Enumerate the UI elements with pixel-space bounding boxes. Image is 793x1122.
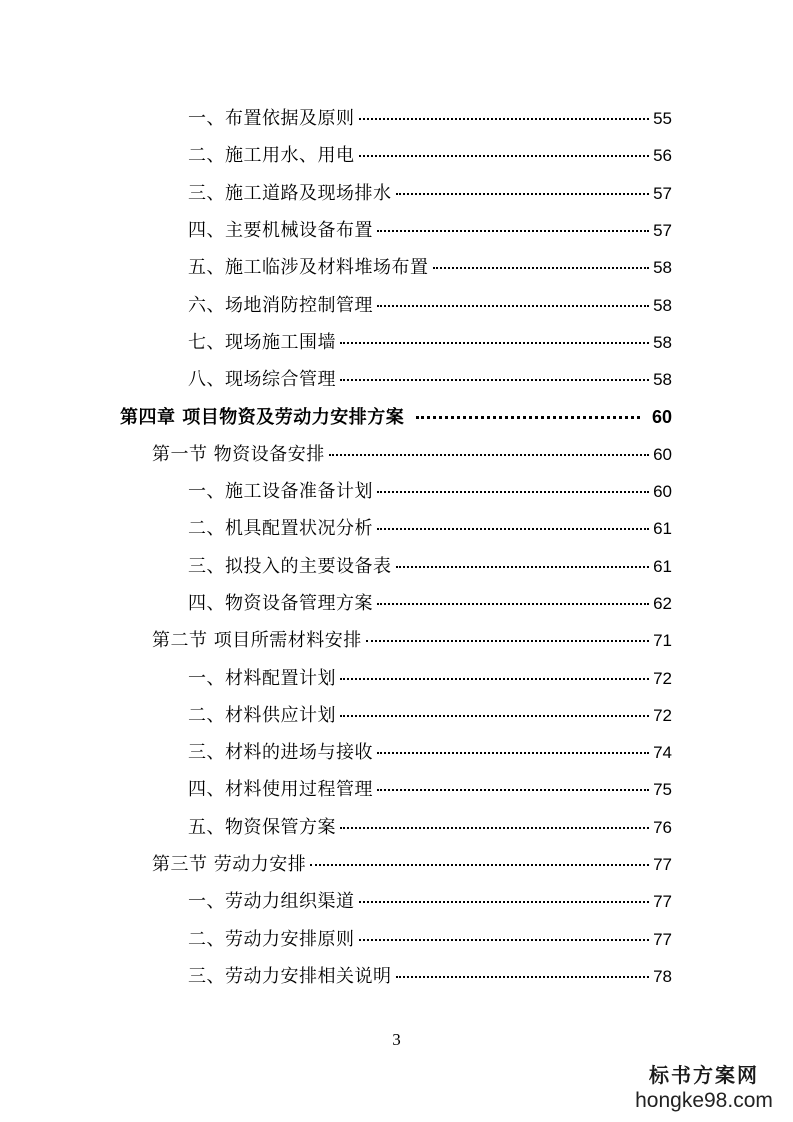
toc-page-number: 72 <box>653 669 672 688</box>
toc-page-number: 58 <box>653 370 672 389</box>
toc-page-number: 77 <box>653 892 672 911</box>
toc-dot-leader <box>359 937 650 941</box>
toc-page-number: 58 <box>653 296 672 315</box>
toc-entry-title: 八、现场综合管理 <box>188 369 336 390</box>
watermark-url: hongke98.com <box>635 1089 773 1112</box>
toc-page-number: 57 <box>653 221 672 240</box>
toc-dot-leader <box>310 862 649 866</box>
toc-item-row[interactable] <box>188 701 672 731</box>
toc-entry-title: 二、施工用水、用电 <box>188 145 355 166</box>
toc-dot-leader <box>396 564 650 568</box>
toc-page-number: 60 <box>653 445 672 464</box>
toc-item-row[interactable] <box>188 253 672 283</box>
toc-page-number: 77 <box>653 855 672 874</box>
toc-item-row[interactable] <box>188 328 672 358</box>
toc-section-row[interactable] <box>152 440 672 470</box>
toc-dot-leader <box>340 676 649 680</box>
toc-section-row[interactable] <box>152 626 672 656</box>
toc-dot-leader <box>377 750 649 754</box>
toc-dot-leader <box>366 638 649 642</box>
toc-dot-leader <box>377 489 649 493</box>
toc-page-number: 58 <box>653 258 672 277</box>
toc-entry-title: 四、材料使用过程管理 <box>188 779 373 800</box>
toc-entry-title: 五、施工临涉及材料堆场布置 <box>188 257 429 278</box>
toc-entry-title: 四、主要机械设备布置 <box>188 220 373 241</box>
toc-entry-title: 五、物资保管方案 <box>188 817 336 838</box>
toc-page-number: 75 <box>653 780 672 799</box>
toc-item-row[interactable] <box>188 514 672 544</box>
toc-page-number: 77 <box>653 930 672 949</box>
toc-page-number: 61 <box>653 557 672 576</box>
toc-entry-title: 三、施工道路及现场排水 <box>188 183 392 204</box>
toc-dot-leader <box>340 340 649 344</box>
toc-dot-leader <box>340 825 649 829</box>
toc-page-number: 55 <box>653 109 672 128</box>
toc-page-number: 72 <box>653 706 672 725</box>
toc-item-row[interactable] <box>188 291 672 321</box>
toc-item-row[interactable] <box>188 664 672 694</box>
toc-entry-title: 第三节 劳动力安排 <box>152 854 307 875</box>
toc-page-number: 71 <box>653 631 672 650</box>
toc-dot-leader <box>359 153 650 157</box>
toc-dot-leader <box>377 787 649 791</box>
toc-item-row[interactable] <box>188 477 672 507</box>
toc-chapter-row[interactable] <box>120 402 672 432</box>
toc-dot-leader <box>377 303 649 307</box>
toc-page-number: 60 <box>651 407 672 427</box>
toc-page-number: 61 <box>653 519 672 538</box>
toc-dot-leader <box>377 228 649 232</box>
toc-dot-leader <box>340 713 649 717</box>
toc-entry-title: 第二节 项目所需材料安排 <box>152 630 362 651</box>
toc-item-row[interactable] <box>188 141 672 171</box>
toc-page-number: 58 <box>653 333 672 352</box>
toc-page-number: 60 <box>653 482 672 501</box>
toc-entry-title: 二、机具配置状况分析 <box>188 518 373 539</box>
toc-dot-leader <box>433 265 650 269</box>
toc-item-row[interactable] <box>188 738 672 768</box>
toc-item-row[interactable] <box>188 775 672 805</box>
toc-section-row[interactable] <box>152 850 672 880</box>
toc-dot-leader <box>396 974 650 978</box>
toc-item-row[interactable] <box>188 925 672 955</box>
toc-item-row[interactable] <box>188 552 672 582</box>
toc-page-number: 78 <box>653 967 672 986</box>
toc-page-number: 56 <box>653 146 672 165</box>
toc-item-row[interactable] <box>188 365 672 395</box>
toc-item-row[interactable] <box>188 887 672 917</box>
toc-entry-title: 七、现场施工围墙 <box>188 332 336 353</box>
toc-page-number: 57 <box>653 184 672 203</box>
toc-page-number: 74 <box>653 743 672 762</box>
watermark-site-name: 标书方案网 <box>649 1063 759 1087</box>
toc-entry-title: 第四章 项目物资及劳动力安排方案 <box>120 407 405 428</box>
toc-item-row[interactable] <box>188 813 672 843</box>
toc-dot-leader <box>359 116 650 120</box>
toc-item-row[interactable] <box>188 589 672 619</box>
toc-entry-title: 六、场地消防控制管理 <box>188 295 373 316</box>
toc-entry-title: 一、劳动力组织渠道 <box>188 891 355 912</box>
toc-dot-leader <box>377 601 649 605</box>
toc-entry-title: 一、施工设备准备计划 <box>188 481 373 502</box>
toc-entry-title: 三、劳动力安排相关说明 <box>188 966 392 987</box>
toc-dot-leader <box>396 191 650 195</box>
toc-entry-title: 第一节 物资设备安排 <box>152 444 325 465</box>
toc-dot-leader <box>416 414 640 419</box>
toc-entry-title: 三、拟投入的主要设备表 <box>188 556 392 577</box>
toc-entry-title: 四、物资设备管理方案 <box>188 593 373 614</box>
watermark <box>629 1062 779 1114</box>
toc-entry-title: 二、材料供应计划 <box>188 705 336 726</box>
toc-page-number: 62 <box>653 594 672 613</box>
toc-dot-leader <box>329 452 649 456</box>
toc-item-row[interactable] <box>188 104 672 134</box>
toc-item-row[interactable] <box>188 179 672 209</box>
toc-item-row[interactable] <box>188 962 672 992</box>
toc-entry-title: 三、材料的进场与接收 <box>188 742 373 763</box>
toc-item-row[interactable] <box>188 216 672 246</box>
toc-entry-title: 一、材料配置计划 <box>188 668 336 689</box>
toc-dot-leader <box>340 377 649 381</box>
toc-entry-title: 二、劳动力安排原则 <box>188 929 355 950</box>
toc-dot-leader <box>377 526 649 530</box>
toc-entry-title: 一、布置依据及原则 <box>188 108 355 129</box>
toc-dot-leader <box>359 899 650 903</box>
toc-page-number: 76 <box>653 818 672 837</box>
page-number: 3 <box>392 1030 401 1049</box>
